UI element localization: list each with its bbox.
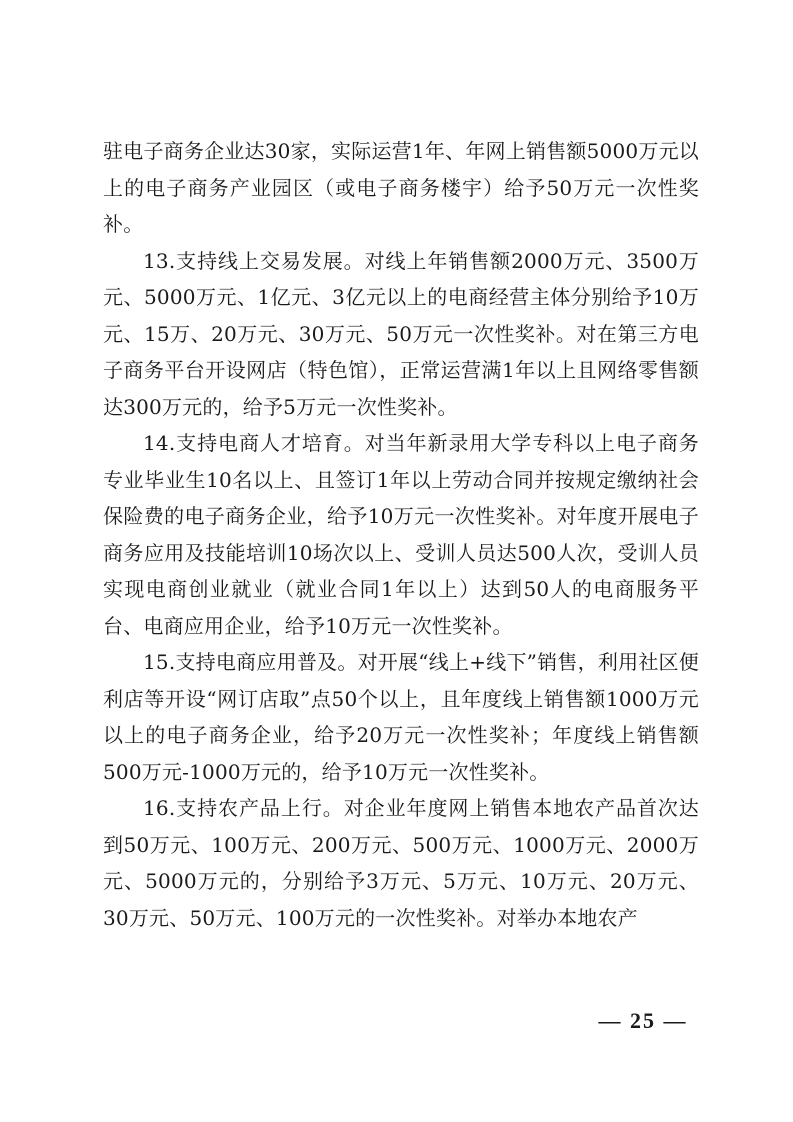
paragraph-16: 16.支持农产品上行。对企业年度网上销售本地农产品首次达到50万元、100万元、200万元、500万元、1000万元、2000万元、5000万元的，分别给予3万元、5万元、10万元、20万元、30万元、50万元、100万元的一次性奖补。对举办本地农产: [103, 796, 699, 930]
paragraph-14: 14.支持电商人才培育。对当年新录用大学专科以上电子商务专业毕业生10名以上、且签订1年以上劳动合同并按规定缴纳社会保险费的电子商务企业，给予10万元一次性奖补。对年度开展电子商务应用及技能培训10场次以上、受训人员达500人次，受训人员实现电商创业就业（就业合同1年以上）达到50人的电商服务平台、电商应用企业，给予10万元一次性奖补。: [103, 431, 699, 638]
page-number: — 25 —: [598, 1008, 688, 1033]
body-text: [103, 133, 699, 936]
paragraph-15: 15.支持电商应用普及。对开展“线上+线下”销售，利用社区便利店等开设“网订店取”点50个以上，且年度线上销售额1000万元以上的电子商务企业，给予20万元一次性奖补；年度线上销售额500万元-1000万元的，给予10万元一次性奖补。: [103, 650, 699, 784]
paragraph-continuation: 驻电子商务企业达30家，实际运营1年、年网上销售额5000万元以上的电子商务产业园区（或电子商务楼宇）给予50万元一次性奖补。: [103, 139, 699, 236]
paragraph-13: 13.支持线上交易发展。对线上年销售额2000万元、3500万元、5000万元、1亿元、3亿元以上的电商经营主体分别给予10万元、15万、20万元、30万元、50万元一次性奖补。对在第三方电子商务平台开设网店（特色馆），正常运营满1年以上且网络零售额达300万元的，给予5万元一次性奖补。: [103, 248, 699, 419]
